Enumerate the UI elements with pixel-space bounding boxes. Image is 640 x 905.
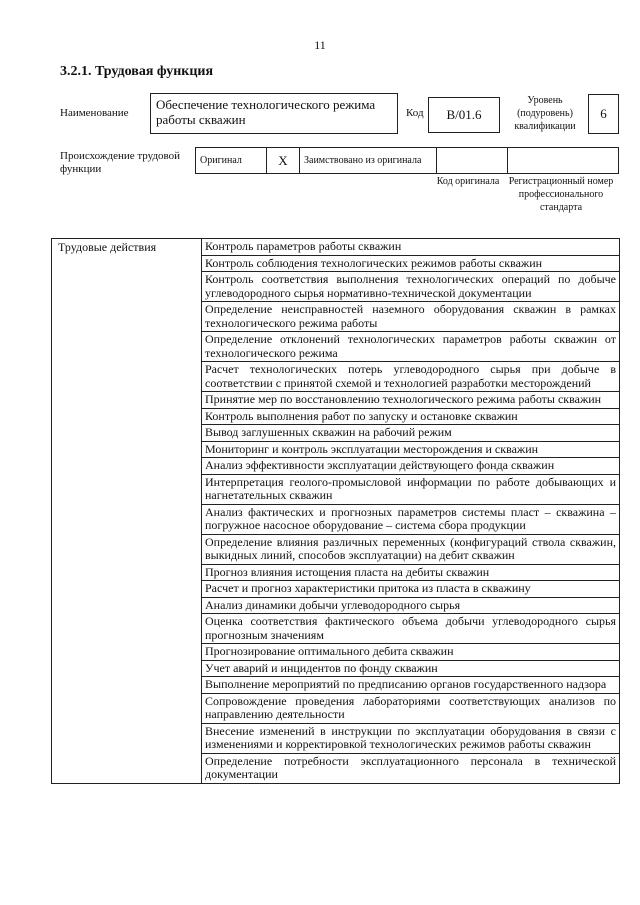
table-row	[52, 239, 620, 256]
original-label: Оригинал	[200, 155, 242, 166]
original-mark: X	[267, 148, 300, 174]
origin-table	[195, 147, 619, 174]
section-title: 3.2.1. Трудовая функция	[60, 64, 214, 79]
level-value: 6	[588, 94, 619, 134]
labor-action-item: Принятие мер по восстановлению технологического режима работы скважин	[202, 392, 620, 409]
reg-number-cell	[508, 148, 619, 174]
reg-number-caption: Регистрационный номер профессионального стандарта	[508, 176, 614, 213]
labor-actions-table	[51, 238, 620, 784]
labor-action-item: Определение потребности эксплуатационного персонала в технической документации	[202, 753, 620, 783]
labor-action-item: Анализ эффективности эксплуатации действующего фонда скважин	[202, 458, 620, 475]
labor-action-item: Контроль параметров работы скважин	[202, 239, 620, 256]
original-code-cell	[437, 148, 508, 174]
labor-action-item: Определение влияния различных переменных (конфигураций ствола скважин, выкидных линий, способов эксплуатации) на дебит скважин	[202, 534, 620, 564]
page-number: 11	[314, 38, 326, 52]
code-label: Код	[406, 107, 424, 119]
labor-action-item: Мониторинг и контроль эксплуатации месторождения и скважин	[202, 441, 620, 458]
labor-action-item: Интерпретация геолого-промысловой информации по работе добывающих и нагнетательных скважин	[202, 474, 620, 504]
labor-action-item: Контроль соответствия выполнения технологических операций по добыче углеводородного сырья нормативно-технической документации	[202, 272, 620, 302]
labor-action-item: Анализ динамики добычи углеводородного сырья	[202, 597, 620, 614]
labor-action-item: Анализ фактических и прогнозных параметров системы пласт – скважина – погружное насосное оборудование – система сбора продукции	[202, 504, 620, 534]
labor-action-item: Вывод заглушенных скважин на рабочий режим	[202, 425, 620, 442]
labor-action-item: Внесение изменений в инструкции по эксплуатации оборудования в связи с изменениями и корректировкой технологических режимов работы скважин	[202, 723, 620, 753]
function-code-value: В/01.6	[428, 97, 500, 133]
labor-action-item: Контроль соблюдения технологических режимов работы скважин	[202, 255, 620, 272]
original-label-cell	[196, 148, 267, 174]
name-label: Наименование	[60, 107, 129, 119]
labor-actions-header: Трудовые действия	[52, 239, 202, 784]
labor-action-item: Контроль выполнения работ по запуску и остановке скважин	[202, 408, 620, 425]
origin-label: Происхождение трудовой функции	[60, 150, 181, 175]
labor-action-item: Прогнозирование оптимального дебита скважин	[202, 644, 620, 661]
function-name-value: Обеспечение технологического режима работы скважин	[150, 93, 398, 134]
labor-action-item: Учет аварий и инцидентов по фонду скважин	[202, 660, 620, 677]
borrowed-label: Заимствовано из оригинала	[300, 148, 437, 174]
original-code-caption: Код оригинала	[436, 176, 500, 187]
level-label: Уровень (подуровень) квалификации	[514, 95, 576, 132]
labor-action-item: Сопровождение проведения лабораториями соответствующих анализов по направлению деятельности	[202, 693, 620, 723]
labor-action-item: Расчет технологических потерь углеводородного сырья при добыче в соответствии с принятой схемой и технологией разработки месторождений	[202, 362, 620, 392]
labor-action-item: Определение отклонений технологических параметров работы скважин от технологического режима	[202, 332, 620, 362]
labor-action-item: Оценка соответствия фактического объема добычи углеводородного сырья прогнозным значениям	[202, 614, 620, 644]
labor-action-item: Расчет и прогноз характеристики притока из пласта в скважину	[202, 581, 620, 598]
labor-action-item: Выполнение мероприятий по предписанию органов государственного надзора	[202, 677, 620, 694]
labor-action-item: Определение неисправностей наземного оборудования скважин в рамках технологического режима работы	[202, 302, 620, 332]
labor-action-item: Прогноз влияния истощения пласта на дебиты скважин	[202, 564, 620, 581]
